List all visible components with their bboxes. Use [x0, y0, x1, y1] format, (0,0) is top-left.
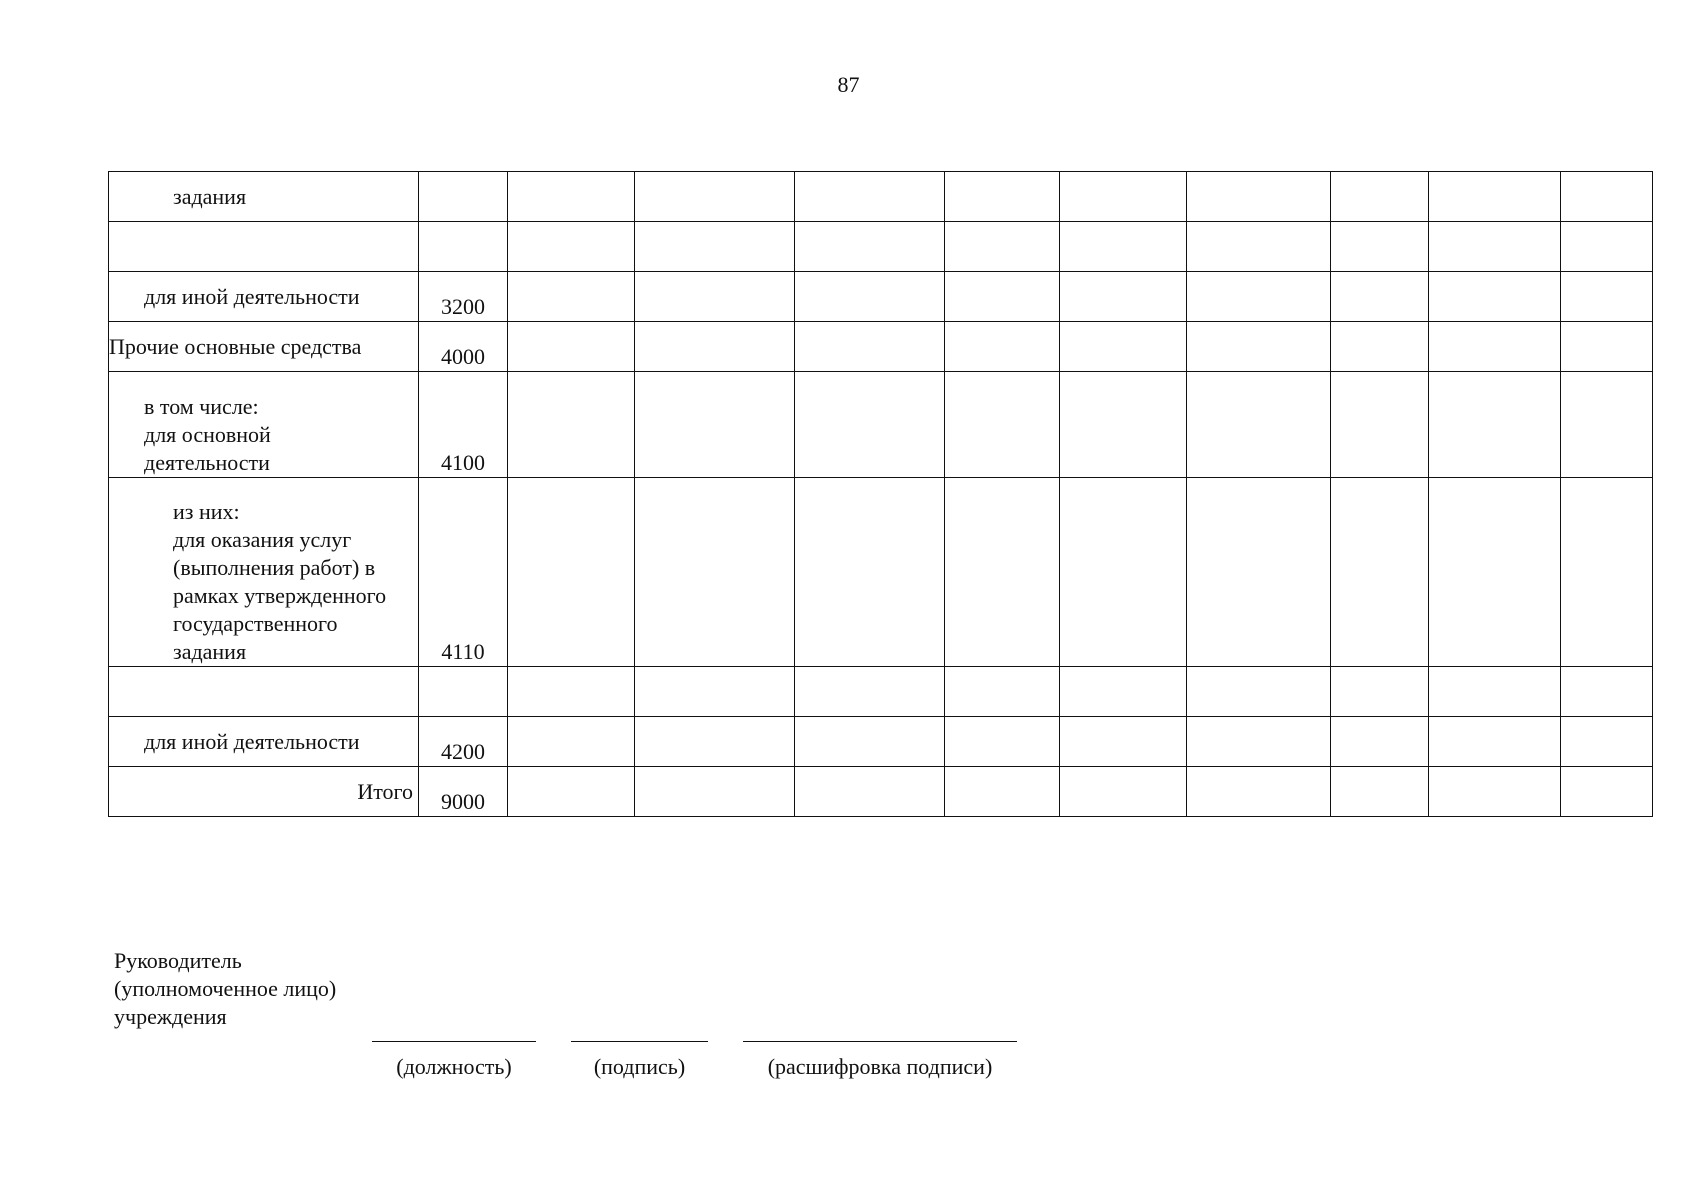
empty-cell — [1331, 272, 1429, 322]
empty-cell — [508, 478, 635, 667]
empty-cell — [1187, 717, 1331, 767]
empty-cell — [1331, 478, 1429, 667]
empty-cell — [508, 667, 635, 717]
table-row — [109, 667, 1653, 717]
empty-cell — [1561, 372, 1653, 478]
empty-cell — [1561, 322, 1653, 372]
empty-cell — [1060, 478, 1187, 667]
row-code: 4000 — [419, 322, 508, 372]
empty-cell — [1187, 372, 1331, 478]
position-line — [372, 1041, 536, 1042]
empty-cell — [508, 172, 635, 222]
empty-cell — [1060, 717, 1187, 767]
signature-caption: (подпись) — [593, 1054, 686, 1079]
empty-cell — [945, 767, 1060, 817]
empty-cell — [1060, 172, 1187, 222]
row-label-total: Итого — [109, 767, 419, 817]
empty-cell — [1561, 478, 1653, 667]
table-row — [109, 717, 1653, 767]
empty-cell — [945, 272, 1060, 322]
empty-cell — [635, 717, 795, 767]
empty-cell — [945, 717, 1060, 767]
empty-cell — [795, 172, 945, 222]
empty-cell — [1187, 272, 1331, 322]
empty-cell — [1331, 667, 1429, 717]
row-label: для иной деятельности — [109, 272, 419, 322]
empty-cell — [635, 172, 795, 222]
transcript-line — [743, 1041, 1017, 1042]
table-row — [109, 272, 1653, 322]
empty-cell — [1429, 272, 1561, 322]
empty-cell — [795, 372, 945, 478]
row-code: 3200 — [419, 272, 508, 322]
empty-cell — [508, 272, 635, 322]
empty-cell — [795, 767, 945, 817]
empty-cell — [1187, 222, 1331, 272]
row-code: 9000 — [419, 767, 508, 817]
empty-cell — [1187, 478, 1331, 667]
row-code — [419, 172, 508, 222]
empty-cell — [1429, 222, 1561, 272]
table-row — [109, 172, 1653, 222]
empty-cell — [1060, 322, 1187, 372]
row-code: 4110 — [419, 478, 508, 667]
empty-cell — [795, 222, 945, 272]
report-table — [108, 171, 1653, 817]
empty-cell — [945, 222, 1060, 272]
empty-cell — [945, 478, 1060, 667]
empty-cell — [1060, 767, 1187, 817]
empty-cell — [1429, 478, 1561, 667]
empty-cell — [1060, 222, 1187, 272]
empty-cell — [635, 272, 795, 322]
empty-cell — [635, 372, 795, 478]
row-code: 4200 — [419, 717, 508, 767]
row-label: Прочие основные средства — [109, 322, 419, 372]
empty-cell — [1561, 272, 1653, 322]
row-label: для иной деятельности — [109, 717, 419, 767]
empty-cell — [508, 222, 635, 272]
empty-cell — [1561, 222, 1653, 272]
empty-cell — [635, 222, 795, 272]
empty-cell — [508, 372, 635, 478]
empty-cell — [1187, 667, 1331, 717]
row-code: 4100 — [419, 372, 508, 478]
empty-cell — [945, 372, 1060, 478]
empty-cell — [1060, 667, 1187, 717]
empty-cell — [1187, 172, 1331, 222]
empty-cell — [1331, 717, 1429, 767]
empty-cell — [795, 272, 945, 322]
position-caption: (должность) — [396, 1054, 512, 1079]
table-row — [109, 372, 1653, 478]
row-code — [419, 667, 508, 717]
empty-cell — [1060, 372, 1187, 478]
empty-cell — [1331, 172, 1429, 222]
empty-cell — [945, 667, 1060, 717]
signature-line — [571, 1041, 708, 1042]
empty-cell — [795, 478, 945, 667]
empty-cell — [795, 717, 945, 767]
row-label — [109, 667, 419, 717]
table-row — [109, 322, 1653, 372]
empty-cell — [1561, 172, 1653, 222]
empty-cell — [1060, 272, 1187, 322]
empty-cell — [1331, 322, 1429, 372]
page-number: 87 — [837, 72, 860, 97]
empty-cell — [795, 322, 945, 372]
row-label: в том числе: для основной деятельности — [109, 372, 419, 478]
transcript-caption: (расшифровка подписи) — [767, 1054, 993, 1079]
empty-cell — [508, 717, 635, 767]
empty-cell — [1331, 767, 1429, 817]
empty-cell — [1331, 222, 1429, 272]
empty-cell — [635, 767, 795, 817]
row-code — [419, 222, 508, 272]
empty-cell — [635, 478, 795, 667]
empty-cell — [1429, 667, 1561, 717]
empty-cell — [945, 322, 1060, 372]
empty-cell — [1429, 322, 1561, 372]
table-row — [109, 767, 1653, 817]
row-label: из них: для оказания услуг (выполнения работ) в рамках утвержденного государственного задания — [109, 478, 419, 667]
empty-cell — [508, 767, 635, 817]
empty-cell — [1331, 372, 1429, 478]
empty-cell — [1561, 767, 1653, 817]
empty-cell — [1561, 667, 1653, 717]
empty-cell — [945, 172, 1060, 222]
table-row — [109, 478, 1653, 667]
empty-cell — [1429, 172, 1561, 222]
empty-cell — [1429, 372, 1561, 478]
empty-cell — [1429, 717, 1561, 767]
empty-cell — [795, 667, 945, 717]
empty-cell — [635, 667, 795, 717]
signature-heading: Руководитель (уполномоченное лицо) учреждения — [114, 948, 337, 1029]
empty-cell — [1187, 322, 1331, 372]
empty-cell — [635, 322, 795, 372]
empty-cell — [1561, 717, 1653, 767]
empty-cell — [1429, 767, 1561, 817]
empty-cell — [508, 322, 635, 372]
table-row — [109, 222, 1653, 272]
empty-cell — [1187, 767, 1331, 817]
row-label — [109, 222, 419, 272]
row-label: задания — [109, 172, 419, 222]
